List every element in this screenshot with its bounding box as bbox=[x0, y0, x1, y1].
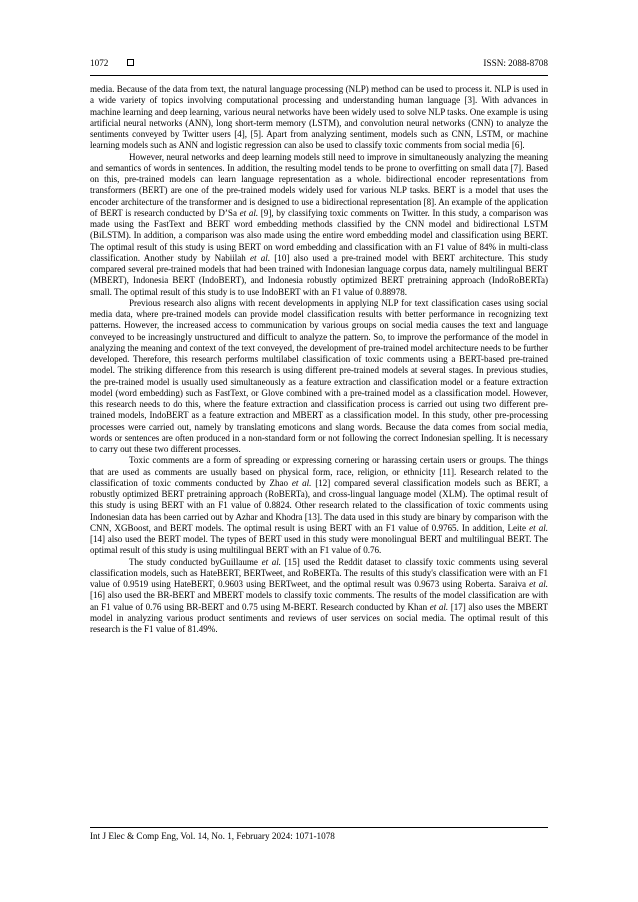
text-run: [15] used the Reddit dataset to classify toxic comments using several classification models, such as HateBERT, BERTweet, and RoBERTa. The results of this study's classification were with an F1 value of 0.9519 using HateBERT, 0.9603 using BERTweet, and the optimal result was 0.9673 using Roberta. Saraiva bbox=[90, 556, 548, 589]
footer-rule bbox=[90, 827, 548, 828]
text-run: Previous research also aligns with recent developments in applying NLP for text classification cases using social media data, where pre-trained models can provide model classification results with better performance in recognizing text patterns. However, the increased access to communication by various groups on social media causes the text and language conveyed to be increasingly unstructured and difficult to analyze the pattern. So, to improve the performance of the model in analyzing the meaning and context of the text conveyed, the development of pre-trained model architecture needs to be further developed. Therefore, this research performs multilabel classification of toxic comments using a BERT-based pre-trained model. The striking difference from this research is using different pre-trained models at several stages. In previous studies, the pre-trained model is usually used simultaneously as a feature extraction and classification model or a feature extraction model (word embedding) such as FastText, or Glove combined with a pre-trained model as a classification model. However, this research needs to do this, where the feature extraction and classification process is carried out using two different pre-trained models, IndoBERT as a feature extraction and MBERT as a classification model. In this study, other pre-processing processes were carried out, namely by translating emoticons and slang words. Because the data comes from social media, words or sentences are often produced in a non-standard form or not following the correct Indonesian spelling. It is necessary to carry out these two different processes. bbox=[90, 297, 548, 454]
page-number: 1072 bbox=[90, 58, 109, 68]
journal-citation: Int J Elec & Comp Eng, Vol. 14, No. 1, February 2024: 1071-1078 bbox=[90, 831, 335, 841]
checkbox-square-icon bbox=[127, 59, 134, 66]
italic-text-run: et al. bbox=[529, 522, 548, 533]
text-run: [14] also used the BERT model. The types of BERT used in this study were monolingual BERT and multilingual BERT. The optimal result of this study is using multilingual BERT with an F1 value of 0.76. bbox=[90, 534, 548, 556]
text-run: [9], by classifying toxic comments on Twitter. In this study, a comparison was made using the FastText and BERT word embedding methods classified by the CNN model and bidirectional LSTM (BiLSTM). In addition, a comparison was also made using the entire word embedding model and classification using BERT. The optimal result of this study is using BERT on word embedding and classification with an F1 value of 84% in multi-class classification. Another study by Nabiilah bbox=[90, 207, 548, 263]
text-run: media. Because of the data from text, the natural language processing (NLP) method can be used to process it. NLP is used in a wide variety of topics involving computational processing and understanding human language [3]. With advances in machine learning and deep learning, various neural networks have been widely used to solve NLP tasks. One example is using artificial neural networks (ANN), long short-term memory (LSTM), and convolution neural networks (CNN) to analyze the sentiments conveyed by Twitter users [4], [5]. Apart from analyzing sentiment, models such as CNN, LSTM, or machine learning models such as ANN and logistic regression can also be used to classify toxic comments from social media [6]. bbox=[90, 84, 548, 151]
italic-text-run: et al. bbox=[429, 601, 449, 612]
paragraph-2 bbox=[90, 152, 548, 298]
paragraph-4 bbox=[90, 455, 548, 556]
italic-text-run: et al. bbox=[529, 579, 548, 589]
italic-text-run: et al. bbox=[261, 556, 282, 567]
text-run: However, neural networks and deep learning models still need to improve in simultaneously analyzing the meaning and semantics of words in sentences. In addition, the resulting model tends to be prone to overfitting on small data [7]. Based on this, pre-trained models can learn language representation as a whole. bidirectional encoder representations from transformers (BERT) are one of the pre-trained models widely used for various NLP tasks. BERT is a model that uses the encoder architecture of the transformer and is designed to use a bidirectional representation [8]. An example of the application of BERT is research conducted by D’Sa bbox=[90, 151, 548, 218]
header-rule bbox=[90, 75, 548, 76]
text-run: [12] compared several classification models such as BERT, a robustly optimized BERT pretraining approach (RoBERTa), and cross-lingual language model (XLM). The optimal result of this study is using BERT with an F1 value of 0.8824. Other research related to the classification of toxic comments using Indonesian data has been carried out by Azhar and Khodra [13]. The data used in this study are binary by comparison with the CNN, XGBoost, and BERT models. The optimal result is using BERT with an F1 value of 0.9765. In addition, Leite bbox=[90, 477, 548, 533]
text-run: [17] also uses the MBERT model in analyzing various product sentiments and reviews of user services on social media. The optimal result of this research is the F1 value of 81.49%. bbox=[90, 601, 548, 634]
running-header bbox=[90, 58, 548, 72]
italic-text-run: et al. bbox=[291, 477, 312, 488]
text-run: The study conducted byGuillaume bbox=[129, 556, 262, 567]
italic-text-run: et al. bbox=[250, 252, 271, 263]
paragraph-1 bbox=[90, 84, 548, 152]
text-run: [10] also used a pre-trained model with BERT architecture. This study compared several pre-trained models that had been trained with Indonesian language corpus data, namely multilingual BERT (MBERT), Indonesia BERT (IndoBERT), and Indonesia robustly optimized BERT pretraining approach (IndoRoBERTa) small. The optimal result of this study is to use IndoBERT with an F1 value of 0.88978. bbox=[90, 252, 548, 297]
italic-text-run: et al. bbox=[239, 207, 259, 218]
text-run: [16] also used the BR-BERT and MBERT models to classify toxic comments. The results of the model classification are with an F1 value of 0.76 using BR-BERT and 0.75 using M-BERT. Research conducted by Khan bbox=[90, 590, 548, 612]
paragraph-3 bbox=[90, 298, 548, 456]
paragraph-5 bbox=[90, 557, 548, 636]
text-run: Toxic comments are a form of spreading or expressing cornering or harassing certain users or groups. The things that are used as comments are usually based on physical form, race, religion, or ethnicity [11]. Research related to the classification of toxic comments conducted by Zhao bbox=[90, 455, 548, 488]
body-text bbox=[90, 84, 548, 635]
issn-label: ISSN: 2088-8708 bbox=[483, 58, 548, 68]
